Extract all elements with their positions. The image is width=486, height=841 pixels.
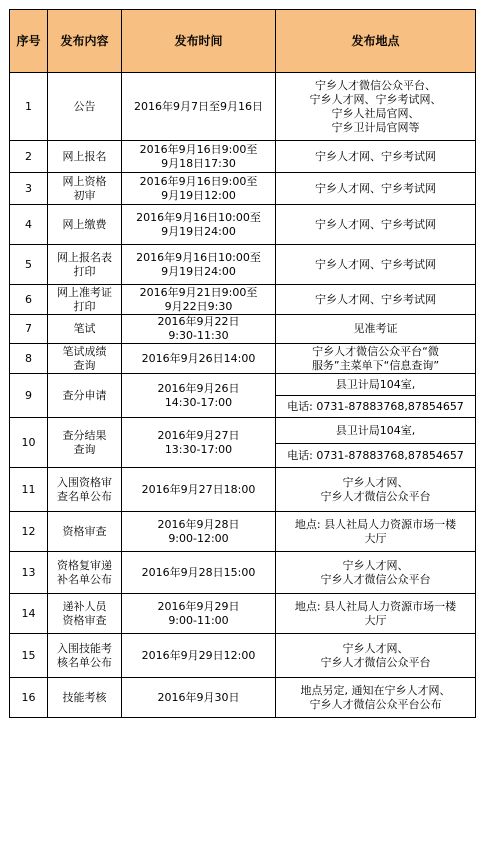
table-row xyxy=(10,205,476,245)
table-row xyxy=(10,634,476,678)
row-content: 递补人员 资格审查 xyxy=(48,594,122,634)
row-content: 入围资格审 查名单公布 xyxy=(48,468,122,512)
table-row xyxy=(10,552,476,594)
row-content: 网上缴费 xyxy=(48,205,122,245)
row-time: 2016年9月16日9:00至 9月19日12:00 xyxy=(122,173,276,205)
row-number: 11 xyxy=(10,468,48,512)
table-row xyxy=(10,344,476,374)
table-row xyxy=(10,374,476,396)
table-row xyxy=(10,141,476,173)
row-number: 1 xyxy=(10,73,48,141)
row-time: 2016年9月21日9:00至 9月22日9:30 xyxy=(122,285,276,315)
header-no: 序号 xyxy=(10,10,48,73)
row-time: 2016年9月16日9:00至 9月18日17:30 xyxy=(122,141,276,173)
row-number: 5 xyxy=(10,245,48,285)
row-number: 8 xyxy=(10,344,48,374)
row-time: 2016年9月29日12:00 xyxy=(122,634,276,678)
row-number: 4 xyxy=(10,205,48,245)
table-row xyxy=(10,285,476,315)
row-number: 2 xyxy=(10,141,48,173)
schedule-table-wrapper xyxy=(9,9,475,718)
row-time: 2016年9月26日 14:30-17:00 xyxy=(122,374,276,418)
row-place: 宁乡人才微信公众平台“微 服务”主菜单下“信息查询” xyxy=(276,344,476,374)
row-number: 13 xyxy=(10,552,48,594)
row-place-phone: 电话: 0731-87883768,87854657 xyxy=(276,396,476,418)
row-time: 2016年9月28日 9:00-12:00 xyxy=(122,512,276,552)
row-time: 2016年9月28日15:00 xyxy=(122,552,276,594)
table-header-row xyxy=(10,10,476,73)
header-content: 发布内容 xyxy=(48,10,122,73)
row-content: 资格复审递 补名单公布 xyxy=(48,552,122,594)
row-place: 宁乡人才网、宁乡考试网 xyxy=(276,173,476,205)
row-number: 3 xyxy=(10,173,48,205)
row-place: 地点: 县人社局人力资源市场一楼 大厅 xyxy=(276,594,476,634)
row-place: 地点: 县人社局人力资源市场一楼 大厅 xyxy=(276,512,476,552)
row-time: 2016年9月16日10:00至 9月19日24:00 xyxy=(122,205,276,245)
row-place: 宁乡人才网、宁乡考试网 xyxy=(276,285,476,315)
row-time: 2016年9月22日 9:30-11:30 xyxy=(122,315,276,344)
row-time: 2016年9月30日 xyxy=(122,678,276,718)
row-place: 宁乡人才网、 宁乡人才微信公众平台 xyxy=(276,634,476,678)
row-number: 15 xyxy=(10,634,48,678)
table-row xyxy=(10,245,476,285)
row-place: 宁乡人才网、 宁乡人才微信公众平台 xyxy=(276,552,476,594)
row-number: 9 xyxy=(10,374,48,418)
header-time: 发布时间 xyxy=(122,10,276,73)
table-row xyxy=(10,594,476,634)
row-place: 见准考证 xyxy=(276,315,476,344)
row-content: 网上报名 xyxy=(48,141,122,173)
table-row xyxy=(10,678,476,718)
row-content: 资格审查 xyxy=(48,512,122,552)
row-number: 6 xyxy=(10,285,48,315)
table-body xyxy=(10,73,476,718)
row-content: 笔试成绩 查询 xyxy=(48,344,122,374)
table-row xyxy=(10,173,476,205)
row-content: 技能考核 xyxy=(48,678,122,718)
row-number: 10 xyxy=(10,418,48,468)
schedule-table xyxy=(9,9,476,718)
row-time: 2016年9月16日10:00至 9月19日24:00 xyxy=(122,245,276,285)
row-content: 入围技能考 核名单公布 xyxy=(48,634,122,678)
row-place: 宁乡人才网、宁乡考试网 xyxy=(276,141,476,173)
row-place: 地点另定, 通知在宁乡人才网、 宁乡人才微信公众平台公布 xyxy=(276,678,476,718)
row-time: 2016年9月26日14:00 xyxy=(122,344,276,374)
row-content: 查分申请 xyxy=(48,374,122,418)
row-content: 查分结果 查询 xyxy=(48,418,122,468)
row-content: 笔试 xyxy=(48,315,122,344)
table-row xyxy=(10,468,476,512)
row-content: 网上准考证 打印 xyxy=(48,285,122,315)
row-time: 2016年9月27日 13:30-17:00 xyxy=(122,418,276,468)
row-place: 县卫计局104室, xyxy=(276,374,476,396)
row-time: 2016年9月29日 9:00-11:00 xyxy=(122,594,276,634)
row-content: 网上报名表 打印 xyxy=(48,245,122,285)
row-place: 县卫计局104室, xyxy=(276,418,476,444)
header-place: 发布地点 xyxy=(276,10,476,73)
row-content: 网上资格 初审 xyxy=(48,173,122,205)
row-number: 16 xyxy=(10,678,48,718)
table-row xyxy=(10,73,476,141)
row-number: 14 xyxy=(10,594,48,634)
row-place: 宁乡人才网、宁乡考试网 xyxy=(276,245,476,285)
row-time: 2016年9月27日18:00 xyxy=(122,468,276,512)
row-number: 7 xyxy=(10,315,48,344)
table-row xyxy=(10,418,476,444)
row-content: 公告 xyxy=(48,73,122,141)
row-number: 12 xyxy=(10,512,48,552)
row-time: 2016年9月7日至9月16日 xyxy=(122,73,276,141)
row-place-phone: 电话: 0731-87883768,87854657 xyxy=(276,444,476,468)
table-row xyxy=(10,512,476,552)
row-place: 宁乡人才网、宁乡考试网 xyxy=(276,205,476,245)
row-place: 宁乡人才网、 宁乡人才微信公众平台 xyxy=(276,468,476,512)
row-place: 宁乡人才微信公众平台、 宁乡人才网、宁乡考试网、 宁乡人社局官网、 宁乡卫计局官网等 xyxy=(276,73,476,141)
table-row xyxy=(10,315,476,344)
